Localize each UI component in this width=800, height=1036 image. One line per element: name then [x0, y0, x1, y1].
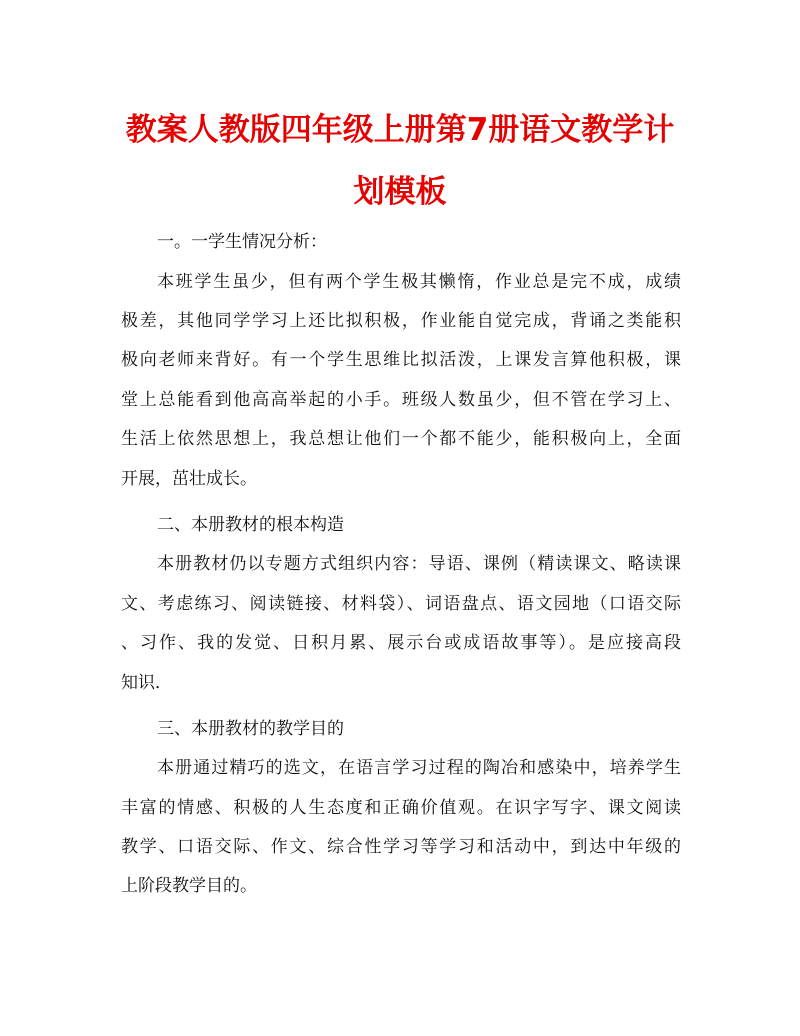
section-2-paragraph-line: 知识． [121, 673, 172, 693]
document-title-line-2: 划模板 [353, 174, 447, 210]
section-2-paragraph-line: 、习作、我的发觉、日积月累、展示台或成语故事等）。是应接高段 [121, 633, 681, 653]
section-1-paragraph-line: 极向老师来背好。有一个学生思维比拟活泼，上课发言算他积极，课 [121, 350, 681, 370]
section-1-paragraph-line: 开展，茁壮成长。 [121, 469, 257, 489]
section-2-heading: 二、本册教材的根本构造 [157, 515, 344, 535]
document-title-line-1: 教案人教版四年级上册第7册语文教学计 [125, 112, 675, 148]
section-1-paragraph-line: 生活上依然思想上，我总想让他们一个都不能少，能积极向上，全面 [121, 429, 681, 449]
section-1-heading: 一。一学生情况分析： [157, 232, 327, 252]
section-3-paragraph-line: 上阶段教学目的。 [121, 876, 257, 896]
section-3-paragraph-line: 本册通过精巧的选文，在语言学习过程的陶冶和感染中，培养学生 [157, 758, 681, 778]
section-1-paragraph-line: 本班学生虽少，但有两个学生极其懒惰，作业总是完不成，成绩 [157, 272, 681, 292]
section-3-paragraph-line: 教学、口语交际、作文、综合性学习等学习和活动中，到达中年级的 [121, 837, 681, 857]
section-1-paragraph-line: 极差，其他同学学习上还比拟积极，作业能自觉完成，背诵之类能积 [121, 311, 681, 331]
section-2-paragraph-line: 文、考虑练习、阅读链接、材料袋）、词语盘点、语文园地（口语交际 [121, 594, 681, 614]
section-3-heading: 三、本册教材的教学目的 [157, 719, 344, 739]
section-3-paragraph-line: 丰富的情感、积极的人生态度和正确价值观。在识字写字、课文阅读 [121, 798, 681, 818]
section-2-paragraph-line: 本册教材仍以专题方式组织内容：导语、课例（精读课文、略读课 [157, 554, 681, 574]
section-1-paragraph-line: 堂上总能看到他高高举起的小手。班级人数虽少，但不管在学习上、 [121, 390, 681, 410]
